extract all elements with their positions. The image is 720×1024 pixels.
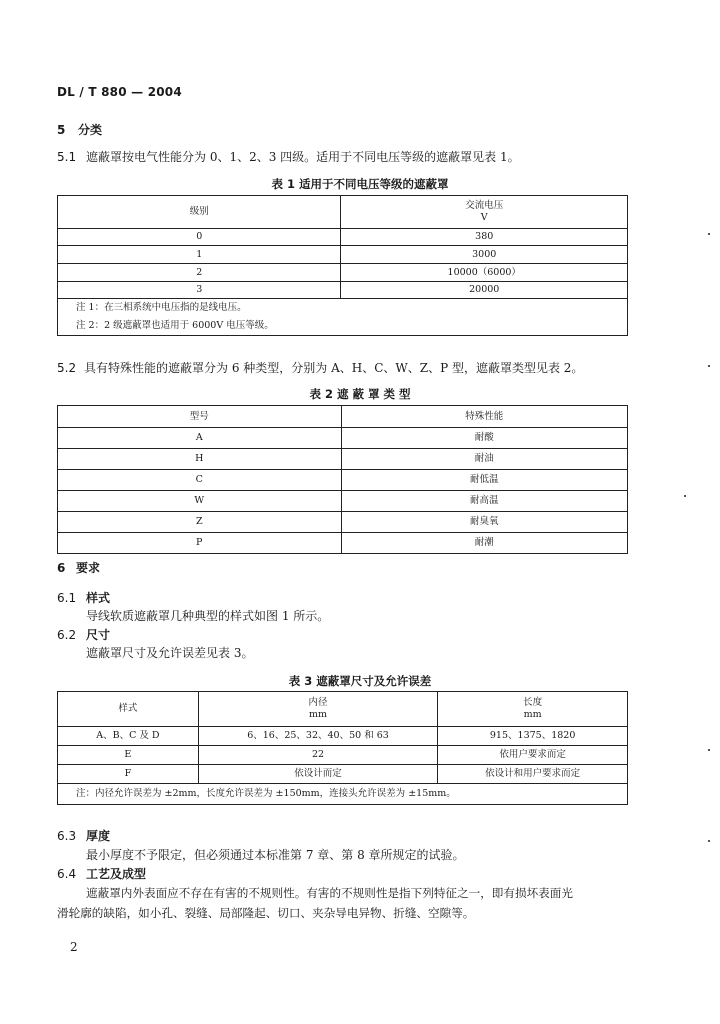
section-5-title: 分类 — [78, 123, 103, 137]
table-1-cell-voltage: 3000 — [341, 246, 628, 264]
table-2-cell-type: Z — [58, 512, 342, 533]
section-6-1-text: 导线软质遮蔽罩几种典型的样式如图 1 所示。 — [86, 609, 330, 623]
section-6-4-text-line-2: 滑轮廓的缺陷，如小孔、裂缝、局部隆起、切口、夹杂导电异物、折缝、空隙等。 — [57, 906, 475, 920]
section-6-1-number: 6.1 — [57, 591, 77, 605]
table-1-cell-level: 3 — [58, 282, 341, 299]
table-3-header-length — [438, 692, 628, 727]
scan-speck — [708, 840, 710, 842]
table-1-cell-voltage: 20000 — [341, 282, 628, 299]
section-5-number: 5 — [57, 123, 66, 137]
table-1-cell-level: 2 — [58, 264, 341, 282]
table-3-header-length-label: 长度 — [523, 697, 543, 708]
table-2-cell-property: 耐潮 — [341, 533, 628, 554]
table-3-cell-diameter: 依设计而定 — [198, 765, 438, 784]
section-5-2-number: 5.2 — [57, 361, 77, 375]
standard-header: DL / T 880 — 2004 — [57, 85, 182, 99]
section-6-number: 6 — [57, 561, 66, 575]
table-3-cell-length: 依用户要求而定 — [438, 746, 628, 765]
table-2-caption: 表 2 遮 蔽 罩 类 型 — [309, 387, 411, 401]
table-2-header-type: 型号 — [58, 406, 342, 428]
table-row — [58, 491, 628, 512]
table-3-header-style: 样式 — [58, 692, 199, 727]
table-2-header-property: 特殊性能 — [341, 406, 628, 428]
table-row — [58, 246, 628, 264]
table-row — [58, 229, 628, 246]
section-6-2-number: 6.2 — [57, 628, 77, 642]
table-1-note-1: 注 1：在三相系统中电压指的是线电压。 — [76, 302, 247, 313]
table-3-note: 注：内径允许误差为 ±2mm，长度允许误差为 ±150mm，连接头允许误差为 ±15mm。 — [58, 784, 628, 805]
table-1-header-voltage-unit: V — [480, 212, 488, 223]
table-1-notes — [58, 299, 628, 336]
section-6-3-title: 厚度 — [86, 829, 111, 843]
table-3-header-diameter-label: 内径 — [308, 697, 328, 708]
section-5-1-number: 5.1 — [57, 150, 77, 164]
table-3-header-diameter-unit: mm — [309, 709, 328, 720]
table-2 — [57, 405, 628, 554]
table-3-header-length-unit: mm — [523, 709, 542, 720]
table-3-cell-length: 依设计和用户要求而定 — [438, 765, 628, 784]
section-6-2-text: 遮蔽罩尺寸及允许误差见表 3。 — [86, 646, 254, 660]
table-2-cell-property: 耐高温 — [341, 491, 628, 512]
table-2-cell-type: W — [58, 491, 342, 512]
table-1-header-level: 级别 — [58, 196, 341, 229]
section-5-1-text: 遮蔽罩按电气性能分为 0、1、2、3 四级。适用于不同电压等级的遮蔽罩见表 1。 — [86, 150, 520, 164]
table-2-cell-type: P — [58, 533, 342, 554]
table-3-cell-diameter: 22 — [198, 746, 438, 765]
section-6-title: 要求 — [76, 561, 101, 575]
table-1-cell-level: 1 — [58, 246, 341, 264]
table-3-header-diameter — [198, 692, 438, 727]
table-row — [58, 727, 628, 746]
table-1-header-voltage-label: 交流电压 — [465, 200, 504, 211]
table-1-caption: 表 1 适用于不同电压等级的遮蔽罩 — [271, 177, 449, 191]
scan-speck — [708, 365, 710, 367]
table-row — [58, 765, 628, 784]
table-row — [58, 512, 628, 533]
section-6-4-number: 6.4 — [57, 867, 77, 881]
table-3-cell-length: 915、1375、1820 — [438, 727, 628, 746]
table-3-cell-style: F — [58, 765, 199, 784]
section-6-2-title: 尺寸 — [86, 628, 111, 642]
table-1-header-voltage — [341, 196, 628, 229]
table-1-cell-voltage: 380 — [341, 229, 628, 246]
table-1-cell-voltage: 10000（6000） — [341, 264, 628, 282]
section-6-4-text-line-1: 遮蔽罩内外表面应不存在有害的不规则性。有害的不规则性是指下列特征之一，即有损坏表面光 — [86, 886, 573, 900]
table-2-cell-property: 耐酸 — [341, 428, 628, 449]
table-row — [58, 533, 628, 554]
table-1-cell-level: 0 — [58, 229, 341, 246]
table-2-cell-type: A — [58, 428, 342, 449]
section-5-2-text: 具有特殊性能的遮蔽罩分为 6 种类型，分别为 A、H、C、W、Z、P 型，遮蔽罩类型见表 2。 — [84, 361, 584, 375]
table-3-cell-diameter: 6、16、25、32、40、50 和 63 — [198, 727, 438, 746]
table-2-cell-property: 耐臭氧 — [341, 512, 628, 533]
scan-speck — [708, 233, 710, 235]
scan-speck — [708, 749, 710, 751]
section-6-1-title: 样式 — [86, 591, 111, 605]
table-2-cell-type: H — [58, 449, 342, 470]
table-3-cell-style: E — [58, 746, 199, 765]
table-row — [58, 470, 628, 491]
table-3-cell-style: A、B、C 及 D — [58, 727, 199, 746]
section-6-3-text: 最小厚度不予限定，但必须通过本标准第 7 章、第 8 章所规定的试验。 — [86, 848, 465, 862]
table-2-cell-type: C — [58, 470, 342, 491]
table-row — [58, 449, 628, 470]
section-6-3-number: 6.3 — [57, 829, 77, 843]
table-3-caption: 表 3 遮蔽罩尺寸及允许误差 — [288, 674, 432, 688]
table-row — [58, 746, 628, 765]
table-row — [58, 264, 628, 282]
table-1-note-2: 注 2：2 级遮蔽罩也适用于 6000V 电压等级。 — [76, 320, 274, 331]
table-3 — [57, 691, 628, 805]
table-row — [58, 428, 628, 449]
scan-speck — [684, 495, 686, 497]
section-6-4-title: 工艺及成型 — [86, 867, 147, 881]
table-2-cell-property: 耐低温 — [341, 470, 628, 491]
page-number: 2 — [70, 940, 78, 954]
table-row — [58, 282, 628, 299]
table-2-cell-property: 耐油 — [341, 449, 628, 470]
table-1 — [57, 195, 628, 336]
